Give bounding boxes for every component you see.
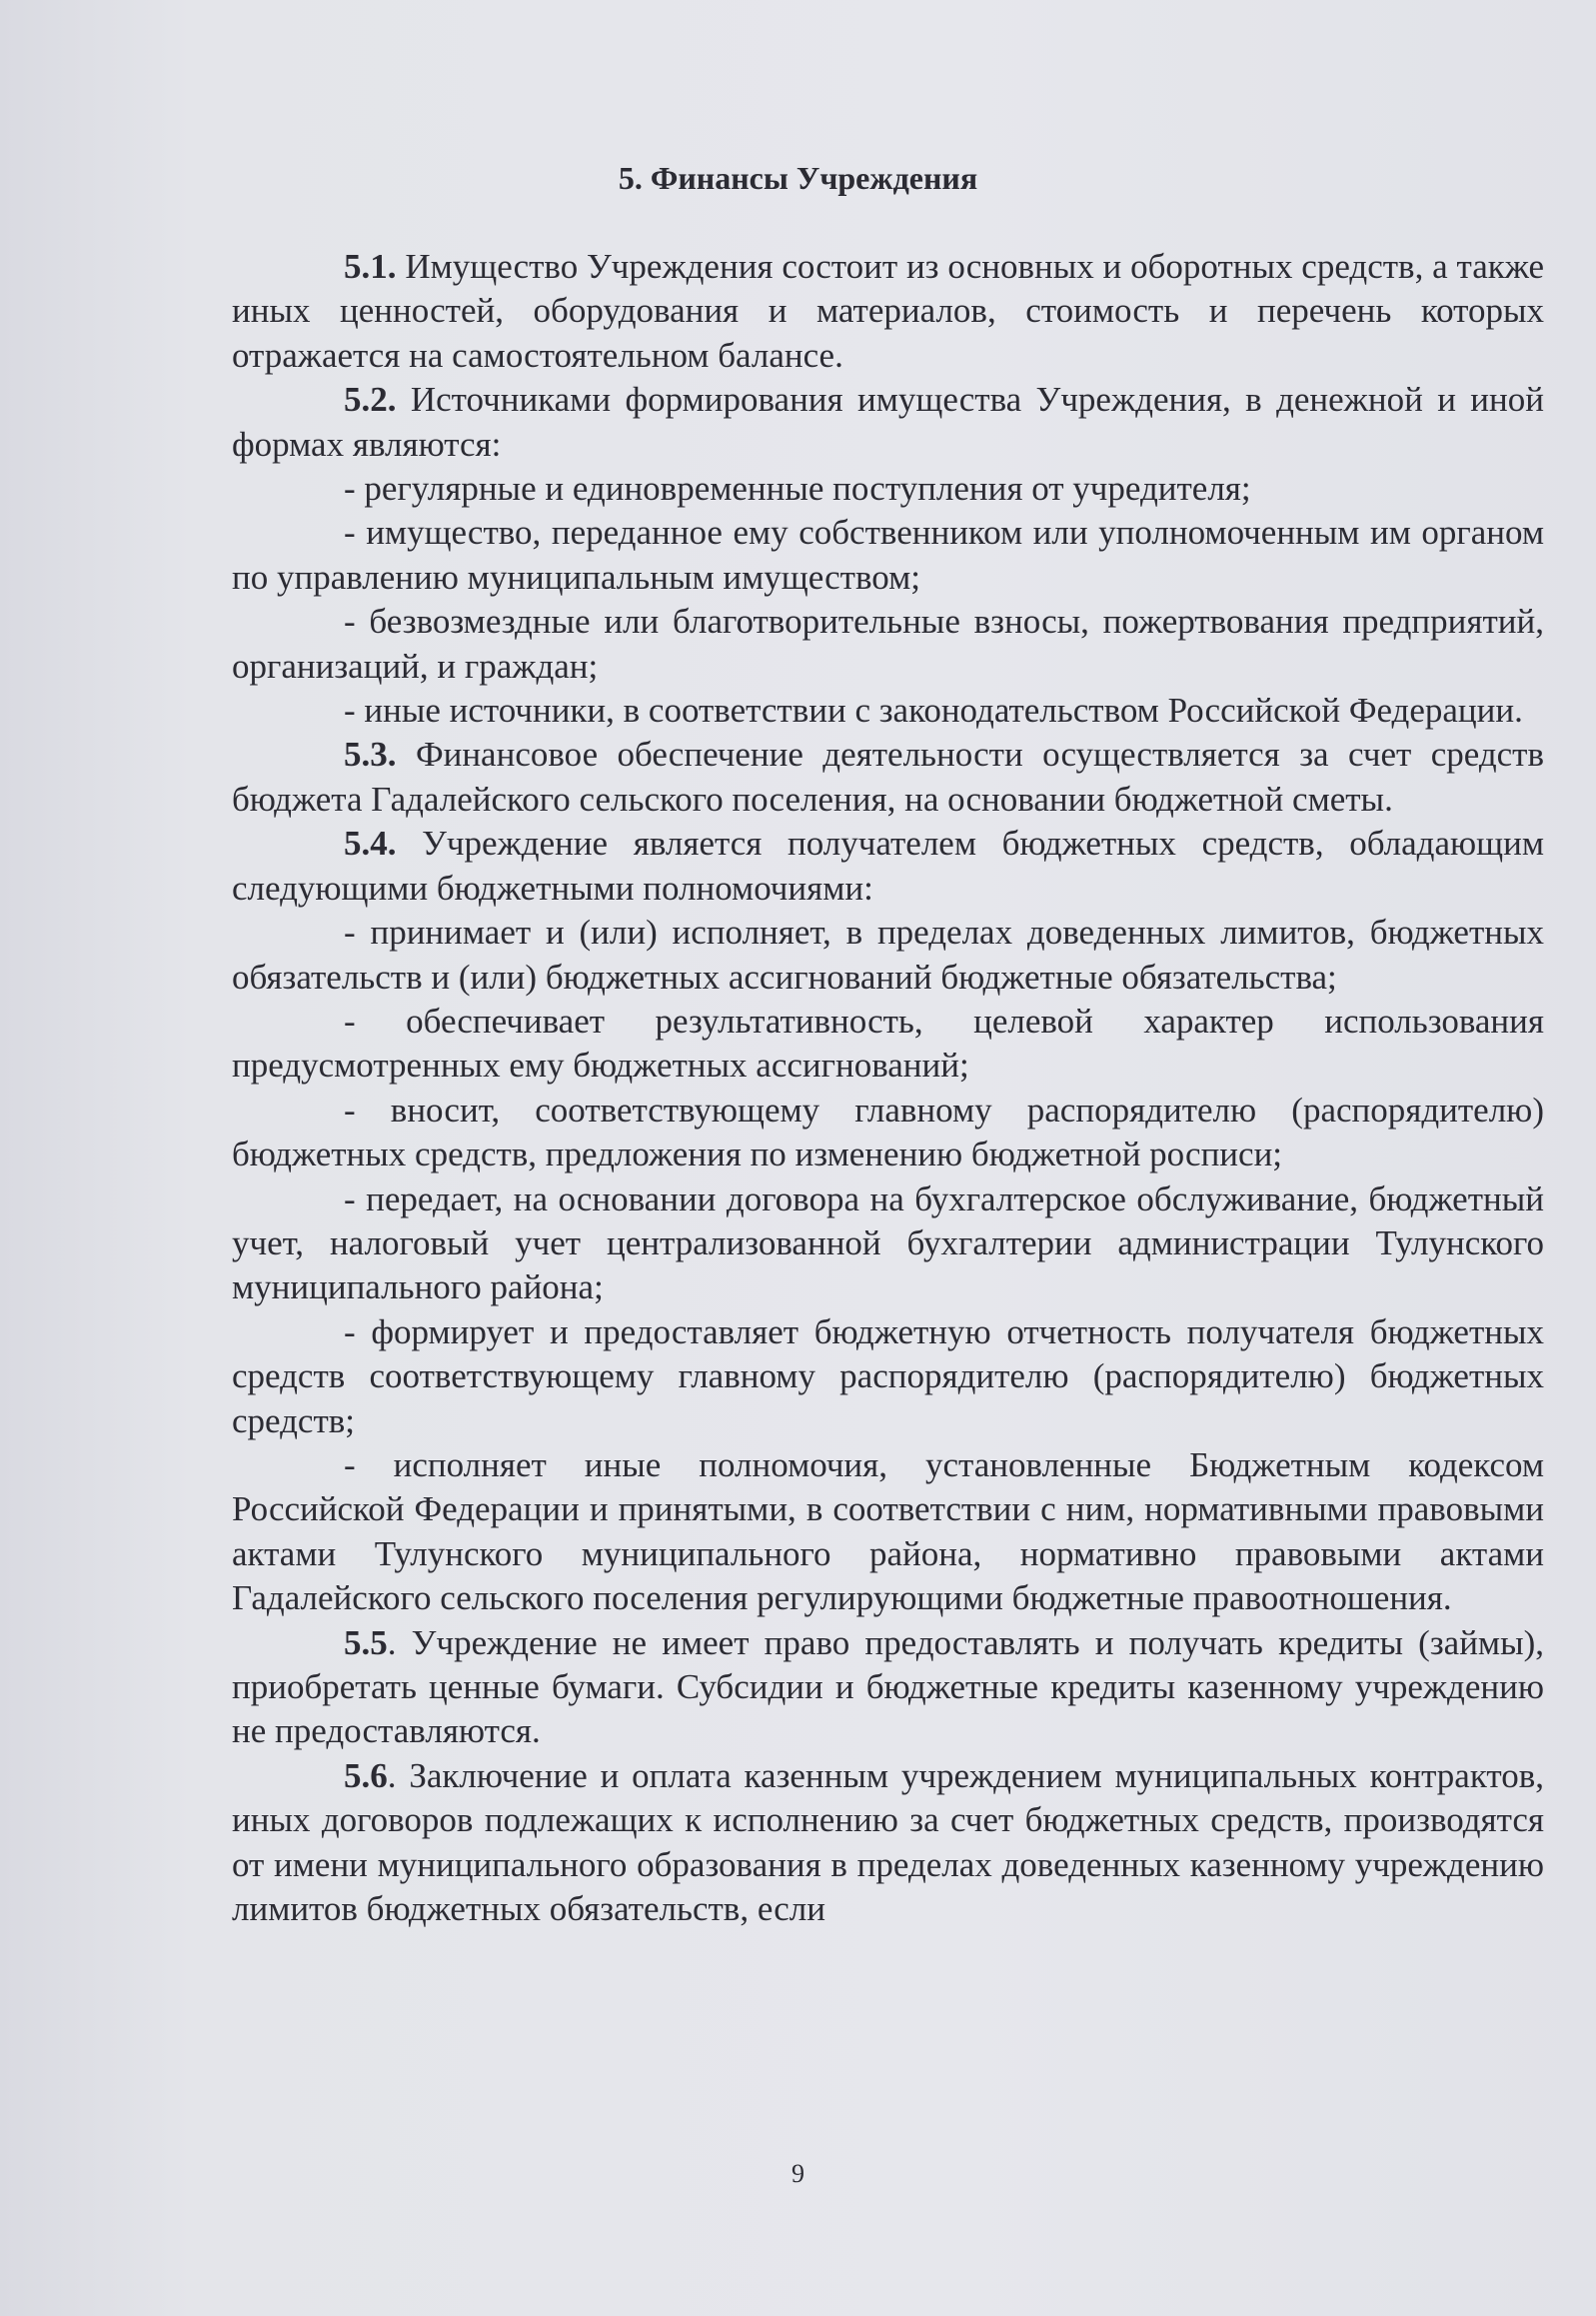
- paragraph-text: Финансовое обеспечение деятельности осуществляется за счет средств бюджета Гадалейского сельского поселения, на основании бюджетной сметы.: [232, 735, 1544, 819]
- paragraph-text: . Учреждение не имеет право предоставлять и получать кредиты (займы), приобретать ценные бумаги. Субсидии и бюджетные кредиты казенному учреждению не предоставляются.: [232, 1622, 1544, 1751]
- paragraph-text: Имущество Учреждения состоит из основных и оборотных средств, а также иных ценностей, оборудования и материалов, стоимость и перечень которых отражается на самостоятельном балансе.: [232, 247, 1544, 375]
- list-item: [232, 600, 1544, 689]
- page-number: 9: [792, 2159, 804, 2188]
- paragraph-5-5: [232, 1621, 1544, 1754]
- list-item-text: - передает, на основании договора на бухгалтерское обслуживание, бюджетный учет, налоговый учет централизованной бухгалтерии администрации Тулунского муниципального района;: [232, 1178, 1544, 1307]
- list-item-text: - исполняет иные полномочия, установленные Бюджетным кодексом Российской Федерации и принятыми, в соответствии с ним, нормативными правовыми актами Тулунского муниципального района, нормативно правовыми актами Гадалейского сельского поселения регулирующими бюджетные правоотношения.: [232, 1444, 1544, 1618]
- clause-number: 5.3.: [344, 735, 397, 775]
- clause-number: 5.1.: [344, 247, 397, 286]
- list-item: [232, 1089, 1544, 1177]
- paragraph-text: . Заключение и оплата казенным учреждением муниципальных контрактов, иных договоров подлежащих к исполнению за счет бюджетных средств, производятся от имени муниципального образования в пределах доведенных казенному учреждению лимитов бюджетных обязательств, если: [232, 1755, 1544, 1929]
- clause-number: 5.6: [344, 1755, 388, 1795]
- list-item: [232, 1000, 1544, 1089]
- clause-number: 5.5: [344, 1622, 388, 1662]
- list-item: [232, 1177, 1544, 1310]
- section-title: 5. Финансы Учреждения: [618, 160, 978, 196]
- paragraph-5-4: [232, 822, 1544, 911]
- list-item: [232, 911, 1544, 1000]
- paragraph-text: Учреждение является получателем бюджетных средств, обладающим следующими бюджетными полномочиями:: [232, 824, 1544, 908]
- list-item: [232, 467, 1544, 511]
- list-item-text: - обеспечивает результативность, целевой характер использования предусмотренных ему бюджетных ассигнований;: [232, 1001, 1544, 1086]
- paragraph-text: Источниками формирования имущества Учреждения, в денежной и иной формах являются:: [232, 380, 1544, 464]
- list-item-text: - иные источники, в соответствии с законодательством Российской Федерации.: [344, 691, 1523, 731]
- document-body: [232, 245, 1544, 1931]
- list-item-text: - имущество, переданное ему собственником или уполномоченным им органом по управлению муниципальным имуществом;: [232, 513, 1544, 597]
- list-item: [232, 689, 1544, 733]
- paragraph-5-1: [232, 245, 1544, 378]
- clause-number: 5.4.: [344, 824, 397, 864]
- paragraph-5-2: [232, 378, 1544, 467]
- list-item-text: - формирует и предоставляет бюджетную отчетность получателя бюджетных средств соответствующему главному распорядителю (распорядителю) бюджетных средств;: [232, 1311, 1544, 1440]
- list-item-text: - принимает и (или) исполняет, в пределах доведенных лимитов, бюджетных обязательств и (или) бюджетных ассигнований бюджетные обязательства;: [232, 913, 1544, 997]
- list-item: [232, 511, 1544, 600]
- list-item-text: - безвозмездные или благотворительные взносы, пожертвования предприятий, организаций, и граждан;: [232, 602, 1544, 686]
- list-item-text: - регулярные и единовременные поступления от учредителя;: [344, 469, 1251, 509]
- list-item: [232, 1443, 1544, 1621]
- list-item-text: - вносит, соответствующему главному распорядителю (распорядителю) бюджетных средств, предложения по изменению бюджетной росписи;: [232, 1090, 1544, 1174]
- clause-number: 5.2.: [344, 380, 397, 420]
- list-item: [232, 1310, 1544, 1443]
- paragraph-5-6: [232, 1754, 1544, 1932]
- paragraph-5-3: [232, 733, 1544, 822]
